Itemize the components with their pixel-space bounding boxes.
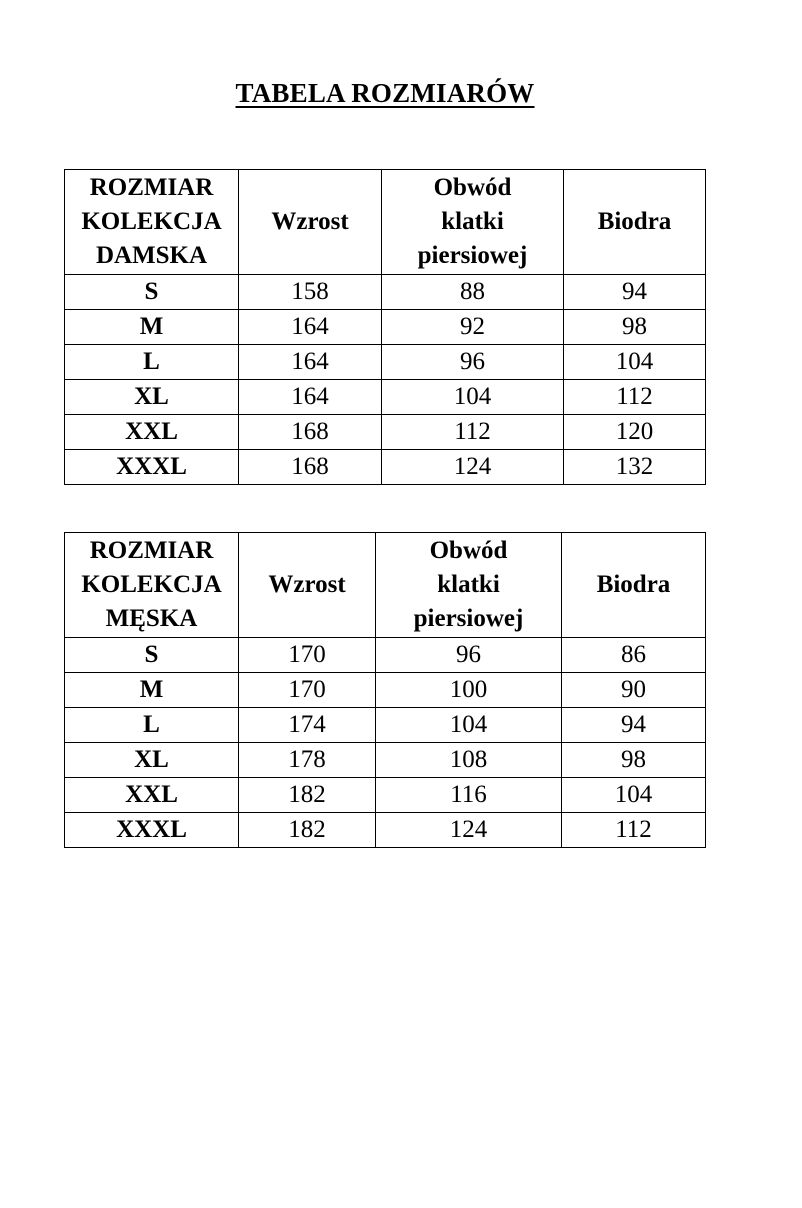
cell-height: 168 xyxy=(239,415,382,450)
cell-chest: 88 xyxy=(382,275,564,310)
cell-height: 170 xyxy=(239,673,376,708)
cell-size: XL xyxy=(65,380,239,415)
cell-height: 170 xyxy=(239,638,376,673)
cell-hips: 86 xyxy=(562,638,706,673)
header-size xyxy=(65,533,239,638)
cell-chest: 96 xyxy=(376,638,562,673)
cell-size: XXXL xyxy=(65,813,239,848)
cell-hips: 104 xyxy=(564,345,706,380)
cell-size: L xyxy=(65,345,239,380)
cell-chest: 100 xyxy=(376,673,562,708)
header-chest-line: piersiowej xyxy=(417,242,528,269)
header-chest xyxy=(376,533,562,638)
cell-chest: 108 xyxy=(376,743,562,778)
header-chest-line: piersiowej xyxy=(413,605,524,632)
header-hips: Biodra xyxy=(564,170,706,275)
cell-height: 168 xyxy=(239,450,382,485)
header-size-line: KOLEKCJA xyxy=(81,571,222,598)
cell-hips: 98 xyxy=(564,310,706,345)
table-row xyxy=(65,450,706,485)
size-table-men xyxy=(64,532,706,848)
cell-hips: 94 xyxy=(562,708,706,743)
cell-chest: 104 xyxy=(382,380,564,415)
cell-hips: 132 xyxy=(564,450,706,485)
cell-chest: 116 xyxy=(376,778,562,813)
table-row xyxy=(65,380,706,415)
cell-height: 164 xyxy=(239,380,382,415)
cell-size: XXXL xyxy=(65,450,239,485)
cell-hips: 104 xyxy=(562,778,706,813)
cell-chest: 92 xyxy=(382,310,564,345)
header-size xyxy=(65,170,239,275)
cell-size: M xyxy=(65,673,239,708)
header-size-line: DAMSKA xyxy=(95,242,208,269)
cell-hips: 112 xyxy=(564,380,706,415)
cell-chest: 124 xyxy=(376,813,562,848)
table-row xyxy=(65,638,706,673)
table-row xyxy=(65,813,706,848)
header-size-line: ROZMIAR xyxy=(89,537,214,564)
table-row xyxy=(65,778,706,813)
table-row xyxy=(65,345,706,380)
table-row xyxy=(65,708,706,743)
cell-hips: 94 xyxy=(564,275,706,310)
cell-chest: 112 xyxy=(382,415,564,450)
table-row xyxy=(65,310,706,345)
cell-size: S xyxy=(65,638,239,673)
cell-height: 158 xyxy=(239,275,382,310)
cell-height: 174 xyxy=(239,708,376,743)
table-row xyxy=(65,743,706,778)
cell-size: M xyxy=(65,310,239,345)
page-title: TABELA ROZMIARÓW xyxy=(235,78,535,108)
cell-height: 178 xyxy=(239,743,376,778)
table-row xyxy=(65,415,706,450)
cell-height: 182 xyxy=(239,813,376,848)
cell-size: XL xyxy=(65,743,239,778)
table-row xyxy=(65,275,706,310)
header-row xyxy=(65,170,706,275)
cell-size: XXL xyxy=(65,415,239,450)
header-size-line: MĘSKA xyxy=(105,605,198,632)
cell-size: S xyxy=(65,275,239,310)
header-row xyxy=(65,533,706,638)
size-table-women xyxy=(64,169,706,485)
header-hips: Biodra xyxy=(562,533,706,638)
header-chest-line: klatki xyxy=(437,571,500,598)
cell-height: 182 xyxy=(239,778,376,813)
cell-chest: 96 xyxy=(382,345,564,380)
cell-hips: 112 xyxy=(562,813,706,848)
header-size-line: ROZMIAR xyxy=(89,174,214,201)
cell-size: XXL xyxy=(65,778,239,813)
cell-height: 164 xyxy=(239,345,382,380)
header-chest xyxy=(382,170,564,275)
header-height: Wzrost xyxy=(239,170,382,275)
header-height: Wzrost xyxy=(239,533,376,638)
header-chest-line: Obwód xyxy=(433,174,512,201)
cell-chest: 124 xyxy=(382,450,564,485)
header-size-line: KOLEKCJA xyxy=(81,208,222,235)
cell-size: L xyxy=(65,708,239,743)
table-row xyxy=(65,673,706,708)
cell-hips: 90 xyxy=(562,673,706,708)
cell-chest: 104 xyxy=(376,708,562,743)
cell-height: 164 xyxy=(239,310,382,345)
cell-hips: 120 xyxy=(564,415,706,450)
cell-hips: 98 xyxy=(562,743,706,778)
header-chest-line: klatki xyxy=(441,208,504,235)
header-chest-line: Obwód xyxy=(429,537,508,564)
